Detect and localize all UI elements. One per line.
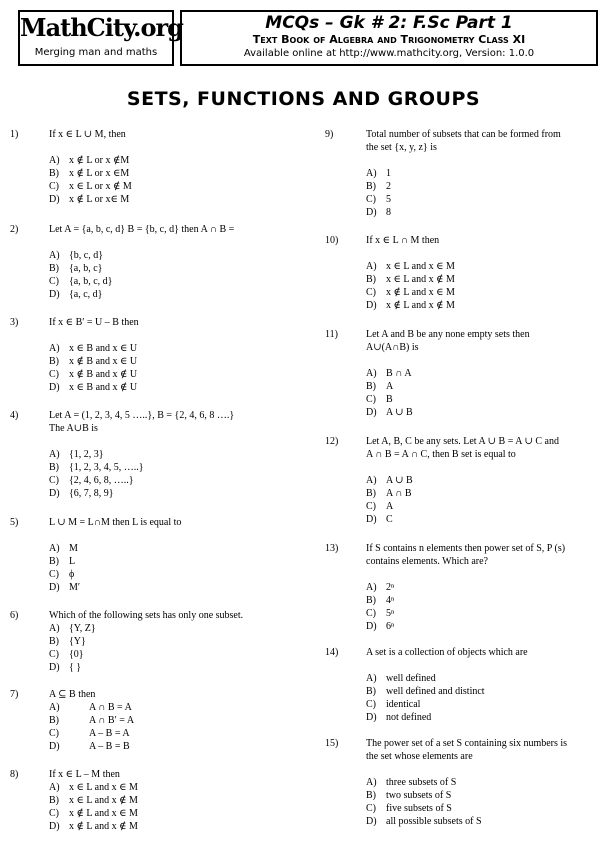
- question-text: If x ∈ L ∪ M, then: [49, 129, 126, 140]
- option-text: x ∉ L and x ∈ M: [386, 287, 455, 298]
- option-text: {Y, Z}: [69, 623, 96, 634]
- option-letter: D): [49, 194, 60, 205]
- option-text: {2, 4, 6, 8, …..}: [69, 475, 134, 486]
- option-text: {Y}: [69, 636, 86, 647]
- question-text: A set is a collection of objects which are: [366, 647, 528, 658]
- answer-option: [49, 635, 86, 648]
- answer-option: [366, 487, 412, 500]
- option-text: x ∈ L and x ∉ M: [386, 274, 455, 285]
- option-text: A ∪ B: [386, 407, 413, 418]
- option-letter: A): [366, 673, 377, 684]
- option-letter: D): [366, 712, 377, 723]
- option-text: A ∩ B′ = A: [89, 715, 135, 726]
- answer-option: [366, 167, 391, 180]
- answer-option: [49, 714, 134, 727]
- answer-option: [49, 740, 130, 753]
- option-letter: D): [366, 300, 377, 311]
- option-letter: D): [49, 821, 60, 832]
- answer-option: [366, 776, 456, 789]
- option-text: five subsets of S: [386, 803, 452, 814]
- answer-option: [366, 180, 391, 193]
- availability-note: Available online at http://www.mathcity.org, Version: 1.0.0: [243, 48, 535, 59]
- answer-option: [49, 288, 102, 301]
- option-letter: B): [366, 488, 376, 499]
- option-text: A – B = A: [89, 728, 130, 739]
- option-text: x ∉ B and x ∉ U: [69, 369, 138, 380]
- option-text: {1, 2, 3, 4, 5, …..}: [69, 462, 144, 473]
- answer-option: [49, 727, 130, 740]
- option-letter: A): [366, 368, 377, 379]
- answer-option: [49, 661, 81, 674]
- option-text: {6, 7, 8, 9}: [69, 488, 114, 499]
- page-header: [18, 10, 598, 70]
- answer-option: [49, 249, 103, 262]
- answer-option: [49, 487, 114, 500]
- title-box: [180, 10, 598, 66]
- option-text: {0}: [69, 649, 84, 660]
- option-text: {b, c, d}: [69, 250, 104, 261]
- option-text: 2: [386, 181, 391, 192]
- answer-option: [366, 193, 391, 206]
- option-letter: C): [366, 501, 376, 512]
- question-text: The power set of a set S containing six numbers is: [366, 738, 568, 749]
- question-number: 4): [10, 410, 19, 421]
- question-text: If x ∈ L ∩ M then: [366, 235, 440, 246]
- question-number: 11): [325, 329, 338, 340]
- question-text: Let A = {a, b, c, d} B = {b, c, d} then A ∩ B =: [49, 224, 235, 235]
- option-text: all possible subsets of S: [386, 816, 482, 827]
- option-text: three subsets of S: [386, 777, 457, 788]
- option-letter: B): [366, 686, 376, 697]
- option-letter: A): [366, 475, 377, 486]
- answer-option: [49, 180, 132, 193]
- option-letter: D): [366, 407, 377, 418]
- question-text: Which of the following sets has only one subset.: [49, 610, 244, 621]
- question-number: 13): [325, 543, 339, 554]
- question-text: Let A, B, C be any sets. Let A ∪ B = A ∪ C and: [366, 436, 559, 447]
- option-letter: C): [49, 728, 59, 739]
- option-text: 5ⁿ: [386, 608, 395, 619]
- answer-option: [49, 820, 138, 833]
- option-text: M: [69, 543, 78, 554]
- option-text: B: [386, 394, 393, 405]
- option-letter: C): [366, 699, 376, 710]
- option-letter: C): [366, 608, 376, 619]
- answer-option: [49, 622, 96, 635]
- option-letter: B): [366, 595, 376, 606]
- option-text: A ∩ B = A: [89, 702, 132, 713]
- answer-option: [49, 381, 137, 394]
- question-text: The A∪B is: [49, 423, 98, 434]
- option-letter: D): [49, 289, 60, 300]
- option-letter: B): [366, 181, 376, 192]
- option-letter: D): [366, 816, 377, 827]
- answer-option: [49, 542, 78, 555]
- answer-option: [366, 815, 482, 828]
- answer-option: [366, 685, 485, 698]
- answer-option: [366, 380, 393, 393]
- option-letter: C): [366, 194, 376, 205]
- option-text: x ∈ L and x ∈ M: [69, 782, 138, 793]
- answer-option: [366, 581, 394, 594]
- option-letter: B): [49, 263, 59, 274]
- answer-option: [49, 781, 138, 794]
- question-number: 12): [325, 436, 339, 447]
- option-text: {a, c, d}: [69, 289, 103, 300]
- answer-option: [49, 342, 137, 355]
- option-letter: B): [49, 356, 59, 367]
- chapter-heading: SETS, FUNCTIONS AND GROUPS: [126, 88, 481, 110]
- option-letter: D): [49, 488, 60, 499]
- question-number: 3): [10, 317, 19, 328]
- answer-option: [366, 698, 420, 711]
- option-letter: A): [49, 449, 60, 460]
- option-text: {1, 2, 3}: [69, 449, 104, 460]
- answer-option: [366, 607, 394, 620]
- question-text: the set whose elements are: [366, 751, 473, 762]
- question-text: the set {x, y, z} is: [366, 142, 437, 153]
- answer-option: [366, 273, 455, 286]
- answer-option: [366, 802, 452, 815]
- option-letter: B): [49, 462, 59, 473]
- option-text: well defined and distinct: [386, 686, 485, 697]
- option-letter: B): [49, 795, 59, 806]
- option-text: A: [386, 381, 394, 392]
- option-letter: B): [366, 274, 376, 285]
- answer-option: [49, 448, 104, 461]
- answer-option: [49, 701, 132, 714]
- option-text: 1: [386, 168, 391, 179]
- answer-option: [49, 154, 129, 167]
- option-text: 5: [386, 194, 391, 205]
- logo-tagline: Merging man and maths: [34, 47, 158, 58]
- question-number: 5): [10, 517, 19, 528]
- option-text: x ∉ B and x ∈ U: [69, 356, 138, 367]
- answer-option: [366, 474, 413, 487]
- answer-option: [366, 500, 393, 513]
- option-letter: A): [49, 155, 60, 166]
- question-text: contains elements. Which are?: [366, 556, 488, 567]
- option-letter: D): [366, 621, 377, 632]
- answer-option: [366, 789, 451, 802]
- document-title: MCQs – Gk # 2: F.Sc Part 1: [265, 13, 513, 33]
- document-subtitle: Text Book of Algebra and Trigonometry Class XI: [252, 33, 526, 46]
- answer-option: [366, 513, 393, 526]
- question-number: 14): [325, 647, 339, 658]
- option-letter: B): [49, 715, 59, 726]
- option-letter: B): [49, 636, 59, 647]
- option-text: identical: [386, 699, 421, 710]
- option-letter: A): [366, 777, 377, 788]
- logo-name: MathCity.org: [20, 13, 183, 42]
- logo-box: [18, 10, 183, 66]
- option-letter: C): [49, 808, 59, 819]
- option-letter: C): [49, 369, 59, 380]
- option-text: A – B = B: [89, 741, 130, 752]
- question-number: 10): [325, 235, 339, 246]
- option-text: 4ⁿ: [386, 595, 395, 606]
- option-text: 8: [386, 207, 391, 218]
- option-letter: D): [49, 662, 60, 673]
- option-letter: A): [49, 623, 60, 634]
- option-letter: A): [49, 250, 60, 261]
- option-letter: C): [366, 287, 376, 298]
- option-letter: A): [49, 702, 60, 713]
- question-text: If x ∈ L – M then: [49, 769, 120, 780]
- option-text: two subsets of S: [386, 790, 452, 801]
- answer-option: [49, 581, 80, 594]
- option-letter: D): [366, 514, 377, 525]
- option-letter: B): [49, 168, 59, 179]
- option-letter: C): [49, 475, 59, 486]
- answer-option: [366, 711, 431, 724]
- question-number: 8): [10, 769, 19, 780]
- answer-option: [366, 260, 455, 273]
- question-number: 15): [325, 738, 339, 749]
- option-text: { }: [69, 662, 82, 673]
- question-text: A ∩ B = A ∩ C, then B set is equal to: [366, 449, 516, 460]
- option-text: x ∉ L or x ∉M: [69, 155, 130, 166]
- option-letter: A): [366, 582, 377, 593]
- option-letter: D): [366, 207, 377, 218]
- option-text: A ∩ B: [386, 488, 412, 499]
- option-letter: C): [49, 569, 59, 580]
- question-text: Total number of subsets that can be formed from: [366, 129, 561, 140]
- answer-option: [366, 672, 436, 685]
- answer-option: [49, 807, 138, 820]
- answer-option: [366, 286, 455, 299]
- answer-option: [49, 262, 102, 275]
- answer-option: [49, 275, 112, 288]
- option-text: x ∉ L and x ∈ M: [69, 808, 138, 819]
- answer-option: [49, 794, 138, 807]
- option-letter: D): [49, 741, 60, 752]
- option-letter: C): [366, 394, 376, 405]
- option-letter: A): [49, 543, 60, 554]
- option-text: x ∈ L and x ∉ M: [69, 795, 138, 806]
- option-letter: A): [366, 261, 377, 272]
- option-letter: C): [49, 649, 59, 660]
- option-text: x ∈ L and x ∈ M: [386, 261, 455, 272]
- question-text: Let A = (1, 2, 3, 4, 5 …..}, B = {2, 4, 6, 8 ….}: [49, 410, 235, 421]
- answer-option: [366, 367, 412, 380]
- answer-option: [49, 167, 129, 180]
- answer-option: [49, 461, 144, 474]
- option-text: x ∈ B and x ∈ U: [69, 343, 138, 354]
- option-letter: C): [49, 181, 59, 192]
- option-letter: C): [366, 803, 376, 814]
- question-text: If S contains n elements then power set of S, P (s): [366, 543, 566, 554]
- answer-option: [366, 406, 413, 419]
- question-number: 1): [10, 129, 19, 140]
- option-text: x ∉ L or x∈ M: [69, 194, 130, 205]
- option-letter: D): [49, 382, 60, 393]
- question-text: If x ∈ B′ = U – B then: [49, 317, 139, 328]
- option-text: not defined: [386, 712, 432, 723]
- question-text: A ⊆ B then: [49, 689, 96, 700]
- option-text: L: [69, 556, 76, 567]
- option-text: x ∉ L and x ∉ M: [69, 821, 138, 832]
- answer-option: [49, 193, 129, 206]
- option-letter: A): [49, 782, 60, 793]
- option-text: {a, b, c, d}: [69, 276, 113, 287]
- option-text: M′: [69, 582, 81, 593]
- answer-option: [49, 568, 74, 581]
- option-letter: D): [49, 582, 60, 593]
- question-number: 9): [325, 129, 334, 140]
- option-text: x ∉ L or x ∈M: [69, 168, 130, 179]
- option-letter: A): [49, 343, 60, 354]
- answer-option: [366, 299, 455, 312]
- option-text: 6ⁿ: [386, 621, 395, 632]
- answer-option: [49, 648, 84, 661]
- option-letter: B): [366, 790, 376, 801]
- option-letter: A): [366, 168, 377, 179]
- option-text: A: [386, 501, 394, 512]
- answer-option: [366, 620, 394, 633]
- option-letter: C): [49, 276, 59, 287]
- option-text: C: [386, 514, 393, 525]
- option-text: B ∩ A: [386, 368, 412, 379]
- option-text: well defined: [386, 673, 436, 684]
- answer-option: [49, 368, 137, 381]
- option-text: 2ⁿ: [386, 582, 395, 593]
- answer-option: [366, 393, 393, 406]
- option-text: x ∈ B and x ∉ U: [69, 382, 138, 393]
- option-letter: B): [49, 556, 59, 567]
- option-letter: B): [366, 381, 376, 392]
- answer-option: [49, 555, 75, 568]
- option-text: x ∈ L or x ∉ M: [69, 181, 132, 192]
- question-text: A∪(A∩B) is: [366, 342, 419, 353]
- question-number: 2): [10, 224, 19, 235]
- answer-option: [366, 206, 391, 219]
- question-number: 7): [10, 689, 19, 700]
- question-text: Let A and B be any none empty sets then: [366, 329, 530, 340]
- answer-option: [49, 474, 134, 487]
- option-text: ϕ: [69, 569, 75, 580]
- question-number: 6): [10, 610, 19, 621]
- option-text: A ∪ B: [386, 475, 413, 486]
- option-text: x ∉ L and x ∉ M: [386, 300, 455, 311]
- answer-option: [49, 355, 137, 368]
- option-text: {a, b, c}: [69, 263, 103, 274]
- question-text: L ∪ M = L∩M then L is equal to: [49, 517, 182, 528]
- answer-option: [366, 594, 394, 607]
